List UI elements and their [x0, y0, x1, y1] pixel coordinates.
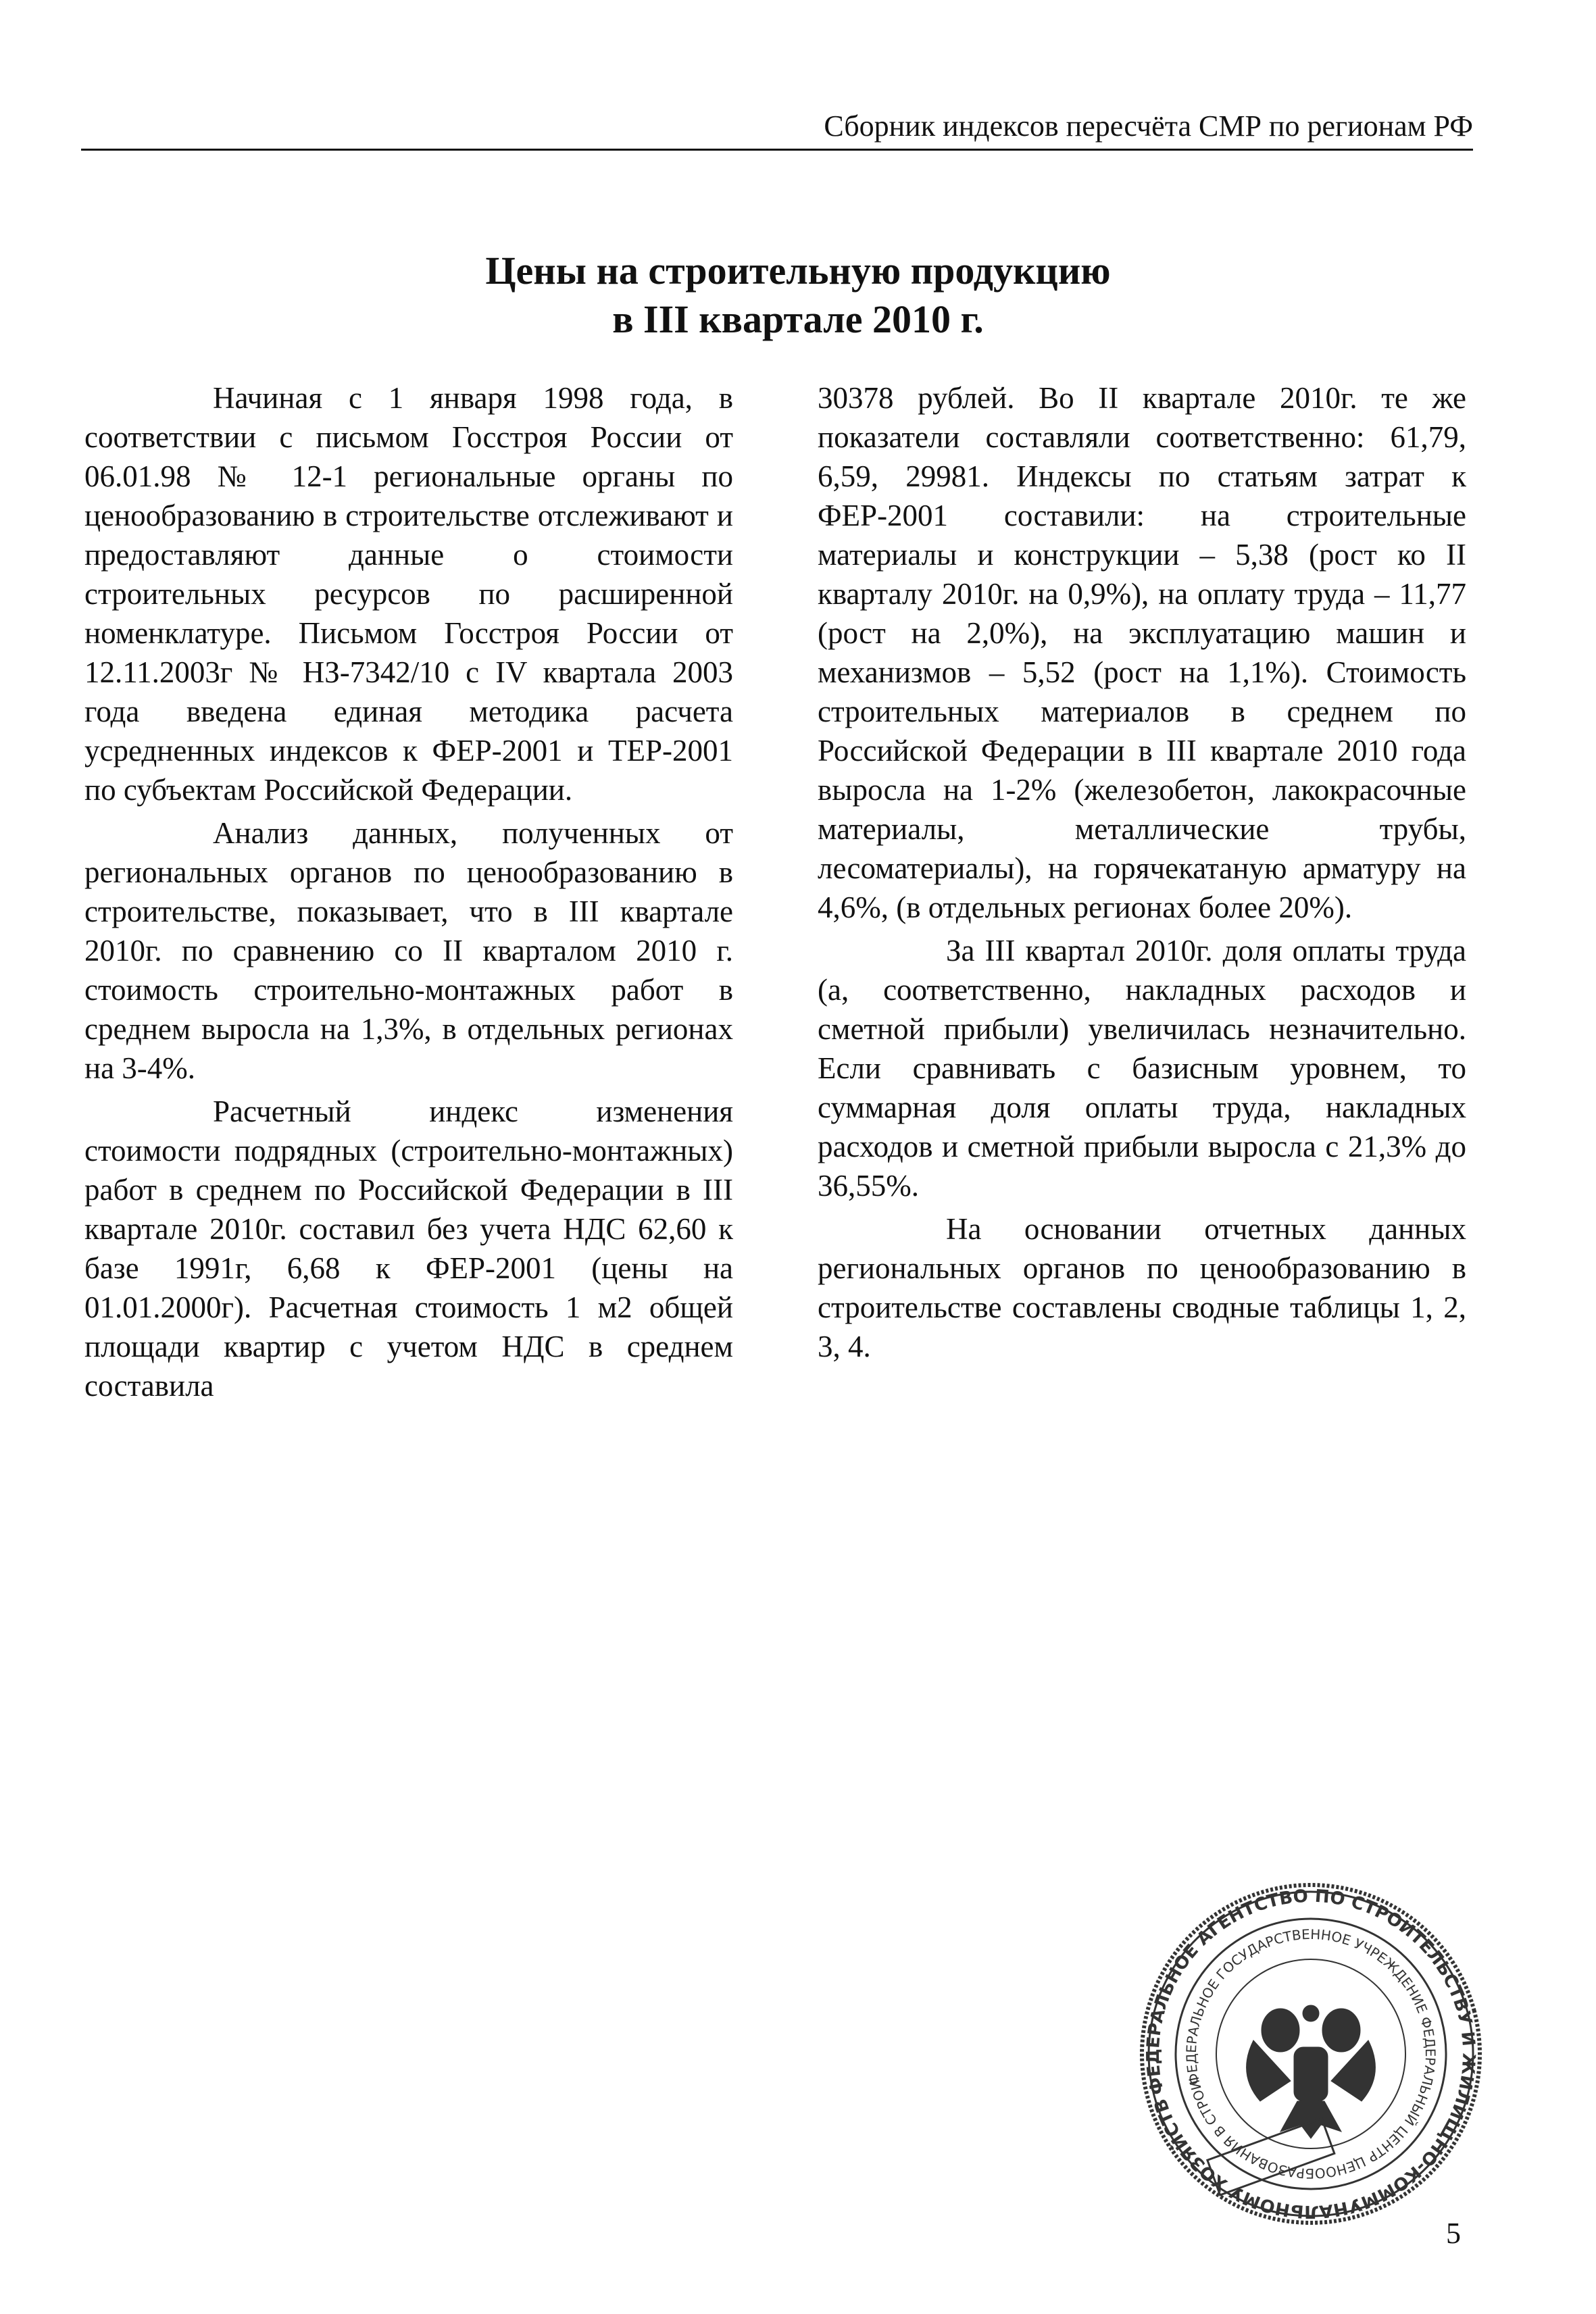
- paragraph-index-continued: 30378 рублей. Во II квартале 2010г. те же показатели составляли соответственно: 61,79, 6,59, 29981. Индексы по статьям затрат к ФЕР-2001 составили: на строительные материалы и конструкции – 5,38 (рост ко II кварталу 2010г. на 0,9%), на оплату труда – 11,77 (рост на 2,0%), на эксплуатацию машин и механизмов – 5,52 (рост на 1,1%). Стоимость строительных материалов в среднем по Российской Федерации в III квартале 2010 года выросла на 1-2% (железобетон, лакокрасочные материалы, металлические трубы, лесоматериалы), на горячекатаную арматуру на 4,6%, (в отдельных регионах более 20%).: [818, 381, 1466, 924]
- paragraph-tables: На основании отчетных данных региональных органов по ценообразованию в строительстве составлены сводные таблицы 1, 2, 3, 4.: [818, 1212, 1466, 1363]
- paragraph-intro: Начиная с 1 января 1998 года, в соответствии с письмом Госстроя России от 06.01.98 № 12-1 региональные органы по ценообразованию в строительстве отслеживают и предоставляют данные о стоимости строительных ресурсов по расширенной номенклатуре. Письмом Госстроя России от 12.11.2003г № НЗ-7342/10 с IV квартала 2003 года введена единая методика расчета усредненных индексов к ФЕР-2001 и ТЕР-2001 по субъектам Российской Федерации.: [84, 381, 733, 807]
- stamp-inner-text: ФЕДЕРАЛЬНОЕ ГОСУДАРСТВЕННОЕ УЧРЕЖДЕНИЕ ФЕДЕРАЛЬНЫЙ ЦЕНТР ЦЕНООБРАЗОВАНИЯ В СТРОИТЕЛЬСТВЕ: [1182, 1926, 1439, 2182]
- paragraph-labor-share: За III квартал 2010г. доля оплаты труда (а, соответственно, накладных расходов и сметной прибыли) увеличилась незначительно. Если сравнивать с базисным уровнем, то суммарная доля оплаты труда, накладных расходов и сметной прибыли выросла с 21,3% до 36,55%.: [818, 934, 1466, 1203]
- paragraph-index: Расчетный индекс изменения стоимости подрядных (строительно-монтажных) работ в среднем по Российской Федерации в III квартале 2010г. составил без учета НДС 62,60 к базе 1991г, 6,68 к ФЕР-2001 (цены на 01.01.2000г). Расчетная стоимость 1 м2 общей площади квартир с учетом НДС в среднем составила: [84, 1095, 733, 1403]
- paragraph-analysis: Анализ данных, полученных от региональных органов по ценообразованию в строительстве, показывает, что в III квартале 2010г. по сравнению со II кварталом 2010 г. стоимость строительно-монтажных работ в среднем выросла на 1,3%, в отдельных регионах на 3-4%.: [84, 816, 733, 1085]
- title-line-2: в III квартале 2010 г.: [612, 297, 984, 341]
- document-title: [0, 247, 1596, 344]
- page-number: 5: [1446, 2217, 1461, 2250]
- page-header: [81, 108, 1473, 151]
- official-stamp: [1135, 1878, 1487, 2230]
- eagle-emblem-icon: [1247, 2005, 1376, 2138]
- right-column: [818, 378, 1466, 1370]
- title-line-1: Цены на строительную продукцию: [485, 249, 1111, 293]
- running-title: Сборник индексов пересчёта СМР по регионам РФ: [824, 109, 1473, 143]
- stamp-outer-text: ФЕДЕРАЛЬНОЕ АГЕНТСТВО ПО СТРОИТЕЛЬСТВУ И ЖИЛИЩНО-КОММУНАЛЬНОМУ ХОЗЯЙСТВУ: [1143, 1886, 1479, 2222]
- left-column: [84, 378, 733, 1409]
